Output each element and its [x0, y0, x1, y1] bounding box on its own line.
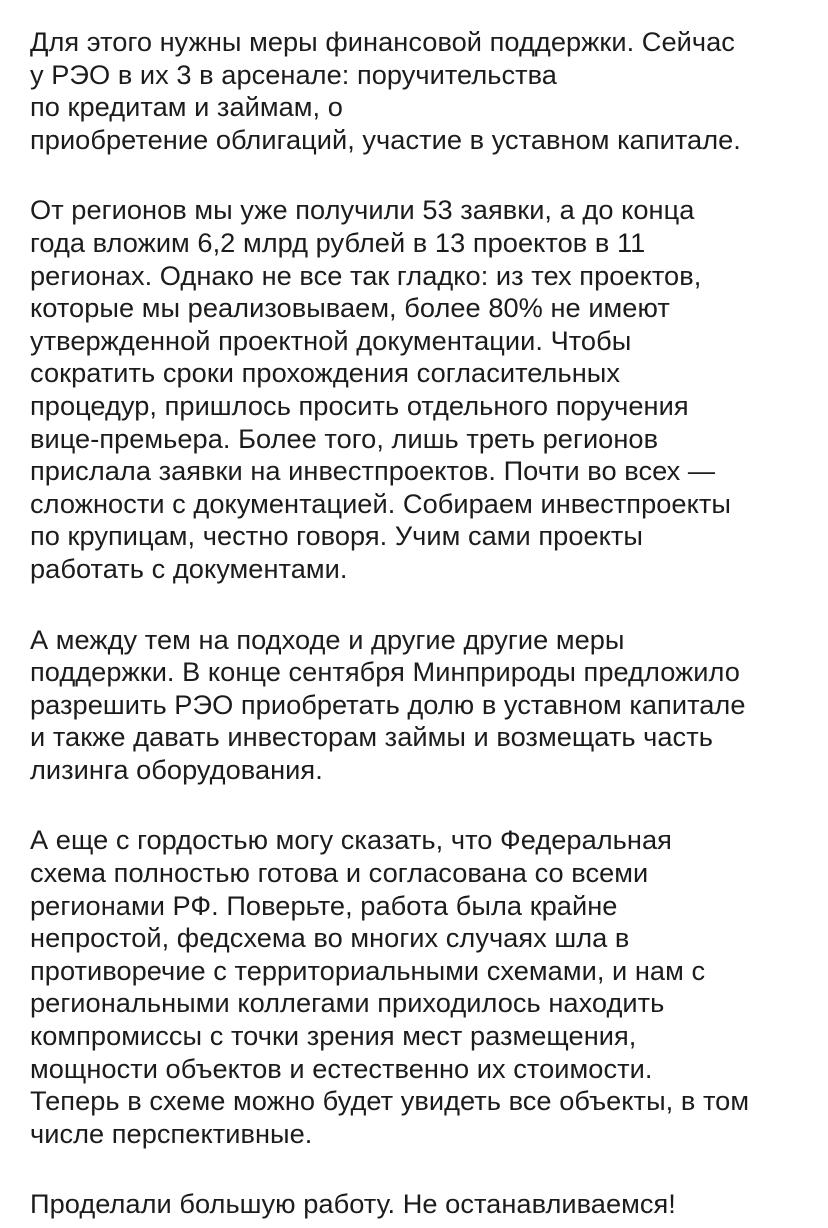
text-line: А между тем на подходе и другие другие меры	[30, 623, 625, 655]
text-line: региональными коллегами приходилось находить	[30, 987, 665, 1019]
text-line: схема полностью готова и согласована со всеми	[30, 857, 649, 889]
text-line: Теперь в схеме можно будет увидеть все объекты, в том	[30, 1085, 750, 1117]
text-line: Проделали большую работу. Не останавливаемся!	[30, 1188, 676, 1220]
text-line: поддержки. В конце сентября Минприроды предложило	[30, 656, 740, 688]
text-line: и также давать инвесторам займы и возмещать часть	[30, 721, 713, 753]
text-line: года вложим 6,2 млрд рублей в 13 проектов в 11	[30, 226, 646, 258]
text-line: регионах. Однако не все так гладко: из тех проектов,	[30, 259, 702, 291]
text-line: компромиссы с точки зрения мест размещения,	[30, 1020, 637, 1052]
text-line: процедур, пришлось просить отдельного поручения	[30, 389, 689, 421]
text-line: по кредитам и займам, о	[30, 91, 343, 123]
paragraph-new-measures	[30, 624, 820, 787]
text-line: прислала заявки на инвестпроектов. Почти во всех —	[30, 455, 716, 487]
text-line: приобретение облигаций, участие в уставном капитале.	[30, 123, 741, 155]
text-line: по крупицам, честно говоря. Учим сами проекты	[30, 520, 643, 552]
text-line: противоречие с территориальными схемами, и нам с	[30, 954, 706, 986]
text-line: числе перспективные.	[30, 1117, 313, 1149]
text-line: А еще с гордостью могу сказать, что Федеральная	[30, 824, 672, 856]
text-line: у РЭО в их 3 в арсенале: поручительства	[30, 58, 557, 90]
text-line: утвержденной проектной документации. Чтобы	[30, 324, 632, 356]
text-line: регионами РФ. Поверьте, работа была крайне	[30, 889, 618, 921]
paragraph-financial-support	[30, 26, 820, 156]
text-line: лизинга оборудования.	[30, 753, 323, 785]
paragraph-federal-scheme	[30, 824, 820, 1150]
text-line: мощности объектов и естественно их стоимости.	[30, 1052, 653, 1084]
text-line: Для этого нужны меры финансовой поддержки. Сейчас	[30, 26, 735, 57]
text-line: непростой, федсхема во многих случаях шла в	[30, 922, 630, 954]
text-line: От регионов мы уже получили 53 заявки, а до конца	[30, 194, 695, 226]
paragraph-closing	[30, 1188, 820, 1221]
text-line: работать с документами.	[30, 552, 348, 584]
post-body	[30, 26, 820, 1221]
text-line: сократить сроки прохождения согласительных	[30, 357, 620, 389]
text-line: вице-премьера. Более того, лишь треть регионов	[30, 422, 659, 454]
text-line: сложности с документацией. Собираем инвестпроекты	[30, 487, 731, 519]
text-line: которые мы реализовываем, более 80% не имеют	[30, 292, 670, 324]
paragraph-regional-applications	[30, 194, 820, 585]
text-line: разрешить РЭО приобретать долю в уставном капитале	[30, 688, 746, 720]
